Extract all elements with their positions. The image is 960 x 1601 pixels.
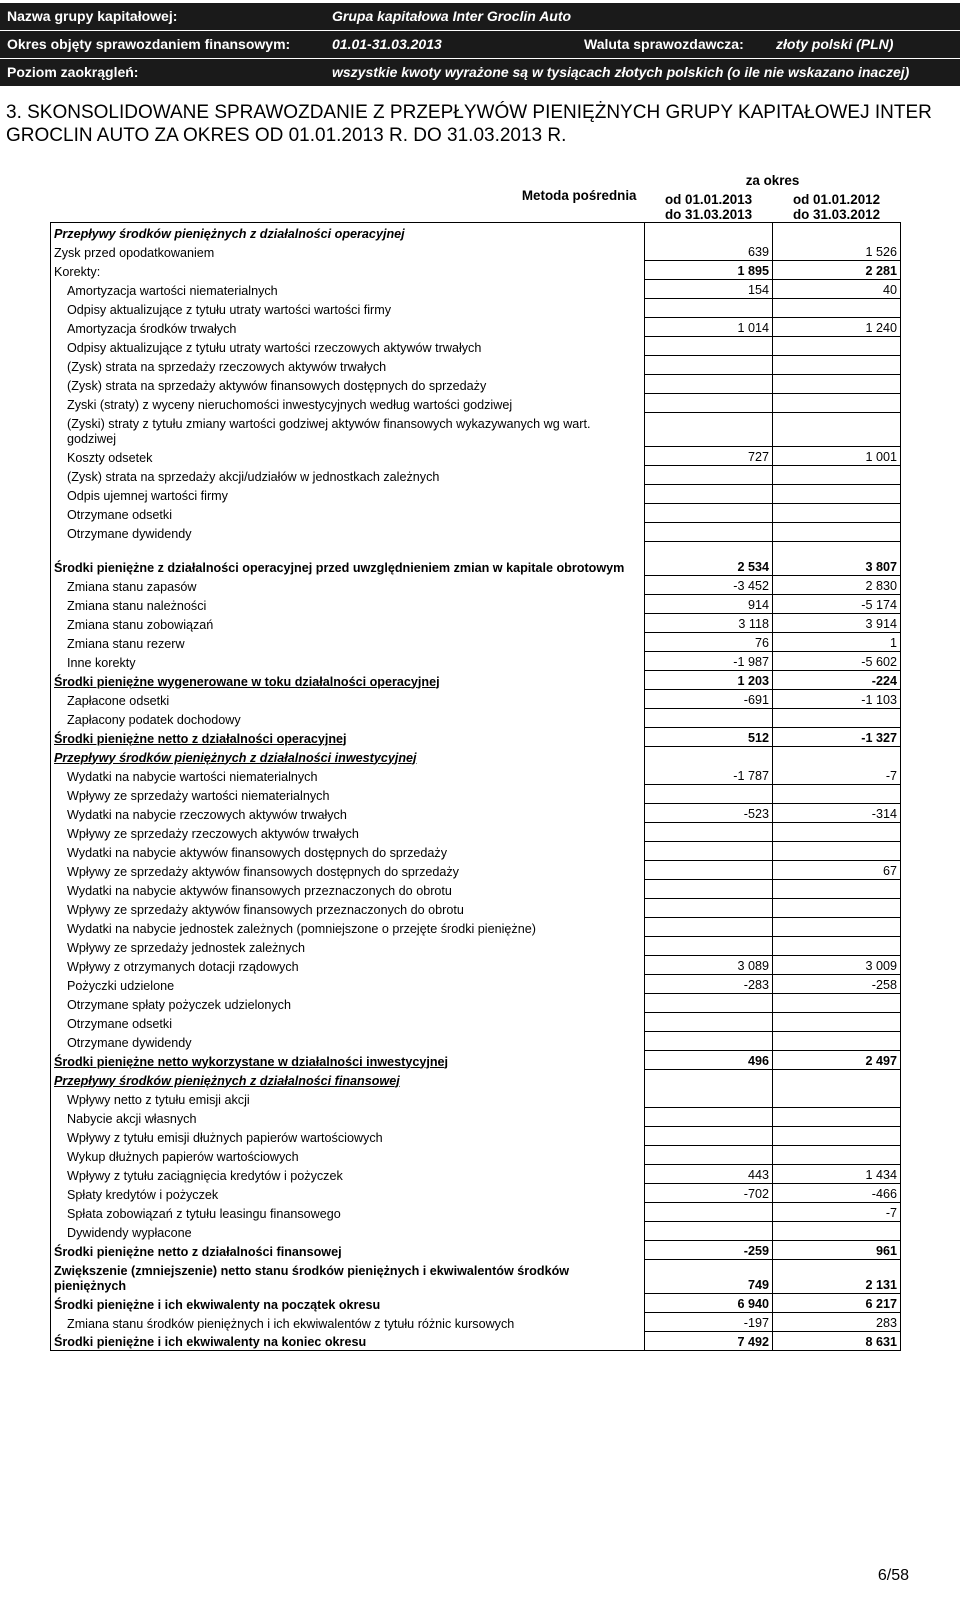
row-label: Zmiana stanu zobowiązań <box>51 614 645 633</box>
value-2013: 914 <box>645 595 773 614</box>
value-2013 <box>645 1127 773 1146</box>
row-label: Wydatki na nabycie aktywów finansowych dostępnych do sprzedaży <box>51 842 645 861</box>
header-row-3 <box>0 59 960 86</box>
value-2013: 1 014 <box>645 318 773 337</box>
table-row <box>51 614 901 633</box>
table-row <box>51 280 901 299</box>
row-label: Wydatki na nabycie jednostek zależnych (pomniejszone o przejęte środki pieniężne) <box>51 918 645 937</box>
row-label: Otrzymane dywidendy <box>51 523 645 542</box>
value-2013: -702 <box>645 1184 773 1203</box>
value-2013 <box>645 823 773 842</box>
value-2012: -5 602 <box>773 652 901 671</box>
row-label: Otrzymane dywidendy <box>51 1032 645 1051</box>
value-2012: 67 <box>773 861 901 880</box>
value-2013: 639 <box>645 242 773 261</box>
table-row <box>51 1089 901 1108</box>
table-row <box>51 975 901 994</box>
table-row <box>51 1070 901 1089</box>
row-label: Pożyczki udzielone <box>51 975 645 994</box>
table-row <box>51 1203 901 1222</box>
row-label: Odpisy aktualizujące z tytułu utraty wartości rzeczowych aktywów trwałych <box>51 337 645 356</box>
cash-flow-table <box>50 170 901 1351</box>
row-label: Zysk przed opodatkowaniem <box>51 242 645 261</box>
row-label: Zmiana stanu środków pieniężnych i ich ekwiwalentów z tytułu różnic kursowych <box>51 1313 645 1332</box>
table-row <box>51 523 901 542</box>
value-2012: 3 914 <box>773 614 901 633</box>
table-row <box>51 595 901 614</box>
value-2013: -1 987 <box>645 652 773 671</box>
value-2013 <box>645 375 773 394</box>
table-row <box>51 337 901 356</box>
value-2012: 8 631 <box>773 1332 901 1351</box>
value-2012 <box>773 918 901 937</box>
value-2012 <box>773 356 901 375</box>
value-2013 <box>645 523 773 542</box>
row-label: Wpływy ze sprzedaży wartości niematerialnych <box>51 785 645 804</box>
row-label: Spłata zobowiązań z tytułu leasingu finansowego <box>51 1203 645 1222</box>
currency-label: Waluta sprawozdawcza: <box>584 36 744 52</box>
value-2013 <box>645 918 773 937</box>
value-2013: 6 940 <box>645 1294 773 1313</box>
value-2013 <box>645 861 773 880</box>
value-2012: 961 <box>773 1241 901 1260</box>
table-row <box>51 447 901 466</box>
row-label: Wpływy z tytułu emisji dłużnych papierów wartościowych <box>51 1127 645 1146</box>
row-label: Wydatki na nabycie aktywów finansowych przeznaczonych do obrotu <box>51 880 645 899</box>
value-2013 <box>645 413 773 447</box>
table-row <box>51 318 901 337</box>
value-2012 <box>773 823 901 842</box>
table-row <box>51 671 901 690</box>
row-label: Wpływy ze sprzedaży jednostek zależnych <box>51 937 645 956</box>
row-label: Środki pieniężne netto z działalności operacyjnej <box>51 728 645 747</box>
value-2013 <box>645 747 773 766</box>
table-row <box>51 899 901 918</box>
value-2012 <box>773 899 901 918</box>
period-label: Okres objęty sprawozdaniem finansowym: <box>7 36 291 52</box>
value-2013 <box>645 1089 773 1108</box>
value-2012: -7 <box>773 1203 901 1222</box>
value-2012 <box>773 223 901 242</box>
value-2013: 3 089 <box>645 956 773 975</box>
table-row <box>51 1165 901 1184</box>
value-2012: 6 217 <box>773 1294 901 1313</box>
table-row <box>51 576 901 595</box>
value-2012 <box>773 413 901 447</box>
period-header: za okres <box>745 173 800 188</box>
row-label: Zapłacone odsetki <box>51 690 645 709</box>
value-2013 <box>645 709 773 728</box>
value-2013 <box>645 1203 773 1222</box>
table-row <box>51 1013 901 1032</box>
value-2012 <box>773 337 901 356</box>
value-2013 <box>645 504 773 523</box>
value-2013: 76 <box>645 633 773 652</box>
value-2012: -314 <box>773 804 901 823</box>
value-2013 <box>645 899 773 918</box>
rounding-label: Poziom zaokrągleń: <box>7 64 139 80</box>
row-label: Otrzymane odsetki <box>51 1013 645 1032</box>
value-2013 <box>645 1222 773 1241</box>
value-2013: 1 203 <box>645 671 773 690</box>
value-2012 <box>773 785 901 804</box>
table-row <box>51 937 901 956</box>
value-2013 <box>645 485 773 504</box>
value-2013 <box>645 994 773 1013</box>
value-2013: 727 <box>645 447 773 466</box>
row-label: Wydatki na nabycie wartości niematerialnych <box>51 766 645 785</box>
table-row <box>51 466 901 485</box>
value-2013 <box>645 394 773 413</box>
table-row <box>51 918 901 937</box>
row-label: Dywidendy wypłacone <box>51 1222 645 1241</box>
table-row <box>51 1051 901 1070</box>
value-2012: 1 434 <box>773 1165 901 1184</box>
table-row <box>51 804 901 823</box>
value-2012 <box>773 842 901 861</box>
table-row <box>51 1127 901 1146</box>
row-label: Odpisy aktualizujące z tytułu utraty wartości wartości firmy <box>51 299 645 318</box>
table-row <box>51 1146 901 1165</box>
row-label: Zapłacony podatek dochodowy <box>51 709 645 728</box>
value-2013 <box>645 299 773 318</box>
row-label: Spłaty kredytów i pożyczek <box>51 1184 645 1203</box>
row-label: Środki pieniężne z działalności operacyjnej przed uwzględnieniem zmian w kapitale obrotowym <box>51 542 645 576</box>
header-row-2 <box>0 31 960 58</box>
value-2013 <box>645 1032 773 1051</box>
row-label: Środki pieniężne i ich ekwiwalenty na początek okresu <box>51 1294 645 1313</box>
value-2013: 512 <box>645 728 773 747</box>
table-row <box>51 785 901 804</box>
row-label: Otrzymane odsetki <box>51 504 645 523</box>
table-row <box>51 485 901 504</box>
row-label: Nabycie akcji własnych <box>51 1108 645 1127</box>
page-number: 6/58 <box>877 1567 909 1584</box>
value-2012 <box>773 747 901 766</box>
table-row <box>51 1332 901 1351</box>
value-2012 <box>773 1070 901 1089</box>
row-label: Przepływy środków pieniężnych z działalności finansowej <box>51 1070 645 1089</box>
value-2013 <box>645 1013 773 1032</box>
table-row <box>51 633 901 652</box>
currency-value: złoty polski (PLN) <box>776 36 894 52</box>
value-2012: 2 497 <box>773 1051 901 1070</box>
value-2012 <box>773 1032 901 1051</box>
page-title: 3. SKONSOLIDOWANE SPRAWOZDANIE Z PRZEPŁYWÓW PIENIĘŻNYCH GRUPY KAPITAŁOWEJ INTER GROCLIN AUTO ZA OKRES OD 01.01.2013 R. DO 31.03.2013 R. <box>6 102 932 146</box>
value-2012 <box>773 375 901 394</box>
value-2013: -283 <box>645 975 773 994</box>
row-label: Wpływy ze sprzedaży aktywów finansowych dostępnych do sprzedaży <box>51 861 645 880</box>
row-label: Odpis ujemnej wartości firmy <box>51 485 645 504</box>
row-label: Wydatki na nabycie rzeczowych aktywów trwałych <box>51 804 645 823</box>
row-label: Środki pieniężne netto z działalności finansowej <box>51 1241 645 1260</box>
value-2013 <box>645 466 773 485</box>
value-2012 <box>773 485 901 504</box>
value-2012 <box>773 937 901 956</box>
value-2012 <box>773 880 901 899</box>
table-row <box>51 709 901 728</box>
table-row <box>51 1260 901 1294</box>
value-2013 <box>645 1146 773 1165</box>
value-2013 <box>645 337 773 356</box>
value-2013 <box>645 356 773 375</box>
row-label: (Zysk) strata na sprzedaży akcji/udziałów w jednostkach zależnych <box>51 466 645 485</box>
value-2013 <box>645 1070 773 1089</box>
value-2012: -7 <box>773 766 901 785</box>
row-label: Koszty odsetek <box>51 447 645 466</box>
value-2013 <box>645 785 773 804</box>
table-row <box>51 823 901 842</box>
value-2013: -1 787 <box>645 766 773 785</box>
table-row <box>51 956 901 975</box>
value-2013: 2 534 <box>645 542 773 576</box>
group-name-label: Nazwa grupy kapitałowej: <box>7 8 178 24</box>
value-2012: 1 526 <box>773 242 901 261</box>
table-row <box>51 766 901 785</box>
row-label: Środki pieniężne i ich ekwiwalenty na koniec okresu <box>51 1332 645 1351</box>
value-2012: 1 001 <box>773 447 901 466</box>
table-row <box>51 994 901 1013</box>
value-2012 <box>773 1108 901 1127</box>
row-label: Wpływy z tytułu zaciągnięcia kredytów i pożyczek <box>51 1165 645 1184</box>
table-row <box>51 299 901 318</box>
table-row <box>51 223 901 242</box>
row-label: Korekty: <box>51 261 645 280</box>
table-row <box>51 652 901 671</box>
table-row <box>51 504 901 523</box>
value-2013: -691 <box>645 690 773 709</box>
row-label: Środki pieniężne wygenerowane w toku działalności operacyjnej <box>51 671 645 690</box>
table-row <box>51 1184 901 1203</box>
row-label: Amortyzacja środków trwałych <box>51 318 645 337</box>
value-2012: 1 240 <box>773 318 901 337</box>
row-label: Wpływy ze sprzedaży rzeczowych aktywów trwałych <box>51 823 645 842</box>
table-row <box>51 1313 901 1332</box>
row-label: Wykup dłużnych papierów wartościowych <box>51 1146 645 1165</box>
column-header-2013: od 01.01.2013 do 31.03.2013 <box>645 188 773 223</box>
value-2013: 1 895 <box>645 261 773 280</box>
method-label: Metoda pośrednia <box>521 188 637 203</box>
table-row <box>51 1241 901 1260</box>
value-2013 <box>645 937 773 956</box>
value-2012: -1 103 <box>773 690 901 709</box>
table-row <box>51 690 901 709</box>
value-2012: 3 807 <box>773 542 901 576</box>
value-2012 <box>773 523 901 542</box>
value-2012 <box>773 1127 901 1146</box>
value-2012 <box>773 394 901 413</box>
table-row <box>51 394 901 413</box>
table-row <box>51 413 901 447</box>
table-row <box>51 1222 901 1241</box>
value-2012: 3 009 <box>773 956 901 975</box>
row-label: Przepływy środków pieniężnych z działalności operacyjnej <box>51 223 645 242</box>
value-2012: -1 327 <box>773 728 901 747</box>
value-2012 <box>773 299 901 318</box>
row-label: Wpływy ze sprzedaży aktywów finansowych przeznaczonych do obrotu <box>51 899 645 918</box>
value-2012: 40 <box>773 280 901 299</box>
value-2013: -3 452 <box>645 576 773 595</box>
value-2012: -466 <box>773 1184 901 1203</box>
header-row-1 <box>0 3 960 30</box>
table-row <box>51 1032 901 1051</box>
row-label: Otrzymane spłaty pożyczek udzielonych <box>51 994 645 1013</box>
value-2013: 496 <box>645 1051 773 1070</box>
value-2013 <box>645 1108 773 1127</box>
table-row <box>51 1108 901 1127</box>
table-row <box>51 375 901 394</box>
value-2013 <box>645 842 773 861</box>
value-2013: 7 492 <box>645 1332 773 1351</box>
value-2012 <box>773 1146 901 1165</box>
table-row <box>51 880 901 899</box>
row-label: Inne korekty <box>51 652 645 671</box>
value-2012: 2 131 <box>773 1260 901 1294</box>
value-2012 <box>773 1089 901 1108</box>
table-row <box>51 542 901 576</box>
row-label: Zmiana stanu rezerw <box>51 633 645 652</box>
value-2012 <box>773 1222 901 1241</box>
table-row <box>51 356 901 375</box>
table-row <box>51 728 901 747</box>
value-2012: -224 <box>773 671 901 690</box>
value-2012 <box>773 504 901 523</box>
row-label: Zwiększenie (zmniejszenie) netto stanu środków pieniężnych i ekwiwalentów środków pieniężnych <box>51 1260 645 1294</box>
value-2012 <box>773 709 901 728</box>
value-2012: 2 830 <box>773 576 901 595</box>
row-label: (Zysk) strata na sprzedaży aktywów finansowych dostępnych do sprzedaży <box>51 375 645 394</box>
table-row <box>51 861 901 880</box>
value-2012: -258 <box>773 975 901 994</box>
value-2013: 154 <box>645 280 773 299</box>
value-2012: 283 <box>773 1313 901 1332</box>
row-label: Wpływy z otrzymanych dotacji rządowych <box>51 956 645 975</box>
value-2012: 2 281 <box>773 261 901 280</box>
row-label: (Zyski) straty z tytułu zmiany wartości godziwej aktywów finansowych wykazywanych wg wart. godziwej <box>51 413 645 447</box>
row-label: Zmiana stanu należności <box>51 595 645 614</box>
table-row <box>51 261 901 280</box>
value-2013: -197 <box>645 1313 773 1332</box>
row-label: (Zysk) strata na sprzedaży rzeczowych aktywów trwałych <box>51 356 645 375</box>
row-label: Przepływy środków pieniężnych z działalności inwestycyjnej <box>51 747 645 766</box>
row-label: Zyski (straty) z wyceny nieruchomości inwestycyjnych według wartości godziwej <box>51 394 645 413</box>
value-2012: 1 <box>773 633 901 652</box>
value-2013: 3 118 <box>645 614 773 633</box>
value-2012 <box>773 466 901 485</box>
rounding-value: wszystkie kwoty wyrażone są w tysiącach złotych polskich (o ile nie wskazano inaczej) <box>332 64 910 80</box>
value-2013: 749 <box>645 1260 773 1294</box>
table-row <box>51 242 901 261</box>
row-label: Zmiana stanu zapasów <box>51 576 645 595</box>
table-row <box>51 747 901 766</box>
value-2013: -523 <box>645 804 773 823</box>
value-2013 <box>645 223 773 242</box>
value-2012: -5 174 <box>773 595 901 614</box>
period-value: 01.01-31.03.2013 <box>332 36 442 52</box>
row-label: Wpływy netto z tytułu emisji akcji <box>51 1089 645 1108</box>
column-header-2012: od 01.01.2012 do 31.03.2012 <box>773 188 901 223</box>
value-2013: 443 <box>645 1165 773 1184</box>
value-2013 <box>645 880 773 899</box>
row-label: Środki pieniężne netto wykorzystane w działalności inwestycyjnej <box>51 1051 645 1070</box>
table-row <box>51 842 901 861</box>
table-row <box>51 1294 901 1313</box>
row-label: Amortyzacja wartości niematerialnych <box>51 280 645 299</box>
value-2012 <box>773 1013 901 1032</box>
value-2013: -259 <box>645 1241 773 1260</box>
value-2012 <box>773 994 901 1013</box>
group-name-value: Grupa kapitałowa Inter Groclin Auto <box>332 8 572 24</box>
